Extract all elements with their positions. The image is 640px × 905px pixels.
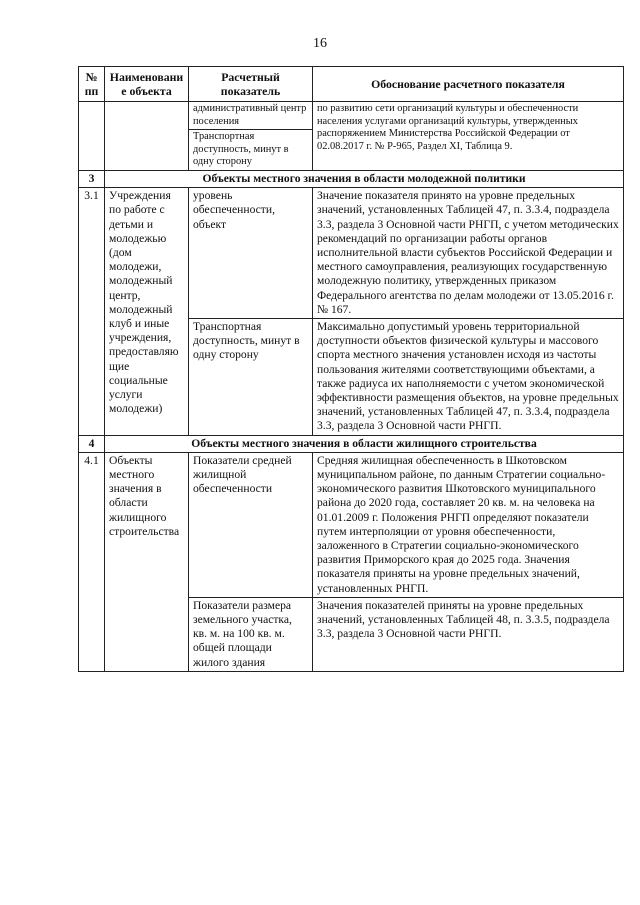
table-header-row bbox=[79, 67, 624, 102]
header-justification: Обоснование расчетного показателя bbox=[313, 67, 624, 102]
row-number: 4.1 bbox=[79, 452, 105, 671]
indicator-cell: Транспортная доступность, минут в одну сторону bbox=[189, 130, 313, 171]
table-row bbox=[79, 188, 624, 319]
table-row bbox=[79, 102, 624, 130]
header-name: Наименовани е объекта bbox=[105, 67, 189, 102]
justification-cell: Максимально допустимый уровень территориальной доступности объектов физической культуры и массового спорта местного значения установлен исходя из частоты пользования жителями соответствующими объектами, а также радиуса их наполняемости с учетом экономической эффективности размещения объектов, на уровне предельных значений, установленных Таблицей 47, п. 3.3.4, подраздела 3.3, раздела 3 Основной части РНГП. bbox=[313, 319, 624, 436]
section-row bbox=[79, 170, 624, 187]
section-title: Объекты местного значения в области жилищного строительства bbox=[105, 435, 624, 452]
indicator-cell: Транспортная доступность, минут в одну сторону bbox=[189, 319, 313, 436]
section-row bbox=[79, 435, 624, 452]
section-number: 3 bbox=[79, 170, 105, 187]
page-number: 16 bbox=[313, 36, 327, 51]
section-title: Объекты местного значения в области молодежной политики bbox=[105, 170, 624, 187]
justification-cell: по развитию сети организаций культуры и обеспеченности населения услугами организаций культуры, утвержденных распоряжением Министерства Российской Федерации от 02.08.2017 г. № Р-965, Раздел XI, Таблица 9. bbox=[313, 102, 624, 171]
indicator-cell: Показатели размера земельного участка, кв. м. на 100 кв. м. общей площади жилого здания bbox=[189, 597, 313, 671]
indicator-cell: Показатели средней жилищной обеспеченности bbox=[189, 452, 313, 597]
indicator-cell: уровень обеспеченности, объект bbox=[189, 188, 313, 319]
justification-cell: Значения показателей приняты на уровне предельных значений, установленных Таблицей 48, п. 3.3.5, подраздела 3.3, раздела 3 Основной части РНГП. bbox=[313, 597, 624, 671]
object-name: Учреждения по работе с детьми и молодежью (дом молодежи, молодежный центр, молодежный клуб и иные учреждения, предоставляю щие социальные услуги молодежи) bbox=[105, 188, 189, 435]
object-name: Объекты местного значения в области жилищного строительства bbox=[105, 452, 189, 671]
section-number: 4 bbox=[79, 435, 105, 452]
table-row bbox=[79, 452, 624, 597]
row-number: 3.1 bbox=[79, 188, 105, 435]
indicator-cell: административный центр поселения bbox=[189, 102, 313, 130]
justification-cell: Средняя жилищная обеспеченность в Шкотовском муниципальном районе, по данным Стратегии социально-экономического развития Шкотовского муниципального района до 2020 года, составляет 20 кв. м. на человека на 01.01.2009 г. Положения РНГП определяют показатели путем интерполяции от уровня обеспеченности, заложенного в Стратегии социально-экономического развития Приморского края до 2025 года. Значения показателя приняты на уровне предельных значений, установленных РНГП. bbox=[313, 452, 624, 597]
header-num: № пп bbox=[79, 67, 105, 102]
header-indicator: Расчетный показатель bbox=[189, 67, 313, 102]
indicators-table bbox=[78, 66, 624, 672]
justification-cell: Значение показателя принято на уровне предельных значений, установленных Таблицей 47, п. 3.3.4, подраздела 3.3, раздела 3 Основной части РНГП, с учетом методических рекомендаций по организации работы органов исполнительной власти субъектов Российской Федерации и местного самоуправления, реализующих государственную молодежную политику, утвержденных приказом Федерального агентства по делам молодежи от 13.05.2016 г. № 167. bbox=[313, 188, 624, 319]
